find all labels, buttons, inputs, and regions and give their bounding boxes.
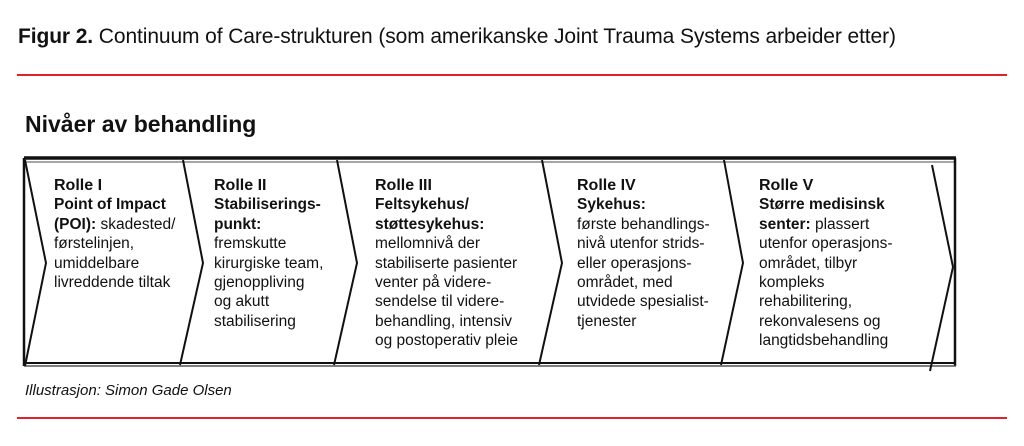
- role-1: Rolle I Point of Impact (POI): skadested/ førstelinjen, umiddelbare livreddende tiltak: [54, 177, 176, 292]
- role-2: Rolle II Stabiliserings- punkt: fremskutte kirurgiske team, gjenoppliving og akutt stabilisering: [214, 177, 324, 330]
- section-title: Nivåer av behandling: [25, 111, 257, 137]
- role-5: Rolle V Større medisinsk senter: plassert utenfor operasjons- området, tilbyr kompleks rehabilitering, rekonvalesens og langtidsbehandling: [759, 177, 893, 350]
- role-name: Rolle IV: [577, 177, 636, 194]
- illustration-credit: Illustrasjon: Simon Gade Olsen: [25, 382, 232, 399]
- role-3: Rolle III Feltsykehus/ støttesykehus: mellomnivå der stabiliserte pasienter venter på videre- sendelse til videre- behandling, intensiv og postoperativ pleie: [375, 177, 519, 350]
- figure-title: Continuum of Care-strukturen (som amerikanske Joint Trauma Systems arbeider etter): [98, 25, 896, 48]
- chevron-4: [539, 160, 562, 365]
- chevron-3: [334, 160, 357, 365]
- role-name: Rolle III: [375, 177, 432, 194]
- bottom-divider: [17, 417, 1007, 419]
- chevron-6: [930, 165, 953, 371]
- role-4: Rolle IV Sykehus: første behandlings- nivå utenfor strids- eller operasjons- området, med utvidede spesialist- tjenester: [577, 177, 710, 330]
- role-name: Rolle V: [759, 177, 814, 194]
- chevron-2: [180, 160, 203, 365]
- figure-label: Figur 2.: [18, 25, 94, 48]
- chevron-1: [25, 160, 46, 366]
- chevron-5: [721, 160, 743, 365]
- role-name: Rolle II: [214, 177, 267, 194]
- role-name: Rolle I: [54, 177, 103, 194]
